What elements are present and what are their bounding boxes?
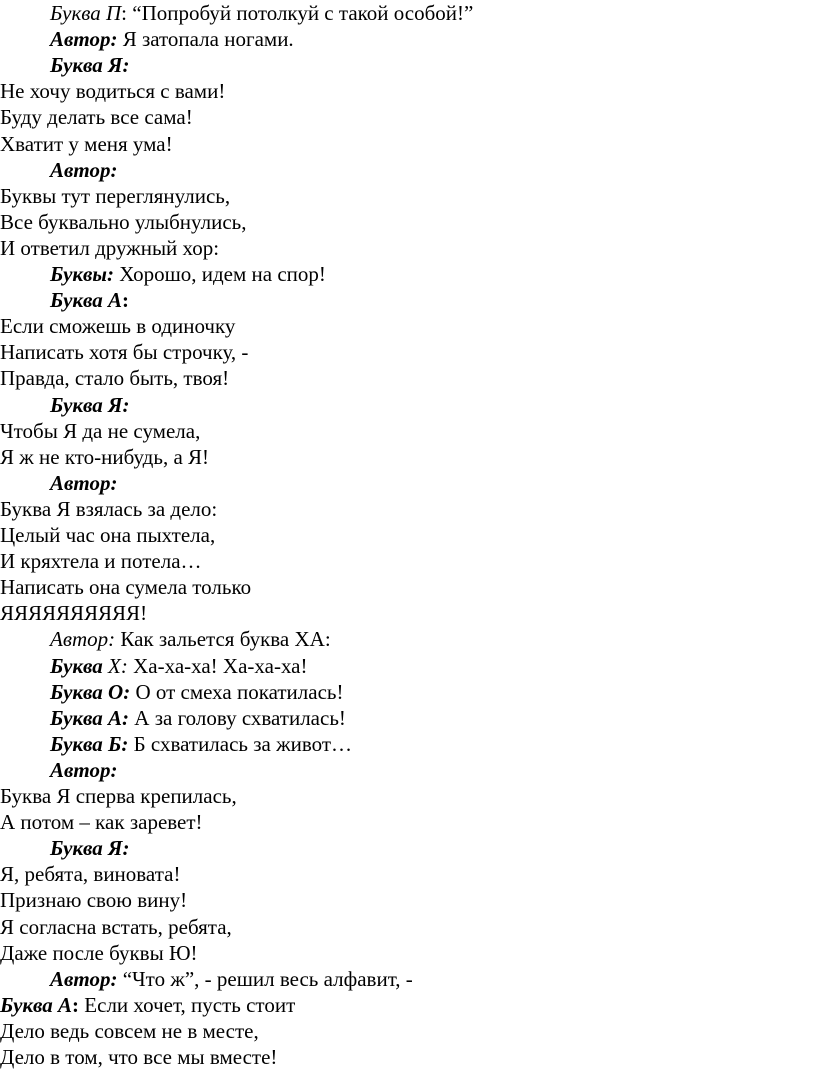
- text-line: [0, 496, 217, 522]
- line-text: Дело ведь совсем не в месте,: [0, 1018, 259, 1043]
- speaker-label: Автор:: [50, 757, 118, 782]
- text-line: [50, 835, 130, 861]
- text-line: [0, 183, 230, 209]
- text-line: [0, 861, 180, 887]
- text-line: [50, 731, 352, 757]
- text-line: [0, 235, 219, 261]
- text-line: [0, 992, 295, 1018]
- text-line: [50, 966, 413, 992]
- text-line: [0, 914, 232, 940]
- line-text: Как зальется буква ХА:: [115, 627, 331, 652]
- speaker-label: Буквы:: [50, 262, 114, 286]
- speaker-label: Автор:: [50, 27, 118, 52]
- line-text: Я согласна встать, ребята,: [0, 914, 232, 939]
- line-text: Б схватилась за живот…: [128, 731, 353, 756]
- line-text: Буква Я сперва крепилась,: [0, 784, 237, 808]
- line-text: Х:: [102, 653, 128, 678]
- line-text: Если сможешь в одиночку: [0, 314, 236, 339]
- line-text: Я ж не кто-нибудь, а Я!: [0, 444, 210, 469]
- text-line: [0, 418, 200, 444]
- line-text: А потом – как заревет!: [0, 810, 203, 835]
- line-text: Хватит у меня ума!: [0, 131, 173, 156]
- text-line: [50, 705, 346, 731]
- text-line: [0, 131, 173, 157]
- speaker-label: Буква Б:: [50, 731, 129, 756]
- text-line: [50, 287, 129, 313]
- text-line: [50, 0, 473, 26]
- text-line: [0, 887, 187, 913]
- line-text: Правда, стало быть, твоя!: [0, 366, 230, 391]
- speaker-label: Буква: [50, 653, 103, 678]
- line-text: Даже после буквы Ю!: [0, 940, 198, 965]
- line-text: Я затопала ногами.: [117, 27, 294, 52]
- line-text: Признаю свою вину!: [0, 888, 188, 913]
- speaker-label: Буква П: [50, 1, 122, 25]
- text-line: [50, 653, 307, 679]
- line-text: “Что ж”, - решил весь алфавит, -: [117, 966, 413, 991]
- text-line: [0, 548, 202, 574]
- line-text: Дело в том, что все мы вместе!: [0, 1045, 278, 1069]
- line-text: ЯЯЯЯЯЯЯЯЯЯ!: [0, 601, 148, 626]
- text-line: [0, 1018, 259, 1044]
- text-line: [50, 157, 117, 183]
- line-text: :: [72, 992, 80, 1017]
- line-text: Чтобы Я да не сумела,: [0, 418, 201, 443]
- line-text: А за голову схватилась!: [129, 705, 346, 730]
- speaker-label: Буква Я:: [50, 53, 130, 78]
- speaker-label: Буква А:: [50, 705, 130, 730]
- text-line: [50, 261, 326, 287]
- line-text: О от смеха покатилась!: [130, 679, 344, 704]
- line-text: И ответил дружный хор:: [0, 235, 220, 260]
- text-line: [0, 313, 235, 339]
- speaker-label: Буква О:: [50, 679, 131, 704]
- text-line: [50, 26, 294, 52]
- speaker-label: Автор:: [50, 470, 118, 495]
- text-line: [0, 78, 225, 104]
- text-line: [0, 1044, 277, 1070]
- text-line: [0, 783, 237, 809]
- line-text: Буду делать все сама!: [0, 105, 193, 130]
- text-line: [0, 574, 251, 600]
- speaker-label: Автор:: [50, 157, 118, 182]
- line-text: И кряхтела и потела…: [0, 549, 202, 574]
- line-text: Ха-ха-ха! Ха-ха-ха!: [127, 653, 308, 678]
- line-text: Буква Я взялась за дело:: [0, 496, 218, 521]
- text-line: [0, 209, 246, 235]
- text-line: [0, 940, 198, 966]
- line-text: Хорошо, идем на спор!: [114, 262, 326, 286]
- line-text: Я, ребята, виновата!: [0, 862, 181, 887]
- line-text: Не хочу водиться с вами!: [0, 79, 226, 104]
- text-line: [0, 522, 215, 548]
- text-line: [50, 679, 343, 705]
- text-line: [50, 626, 331, 652]
- speaker-label: Буква Я:: [50, 836, 130, 861]
- line-text: :: [122, 288, 130, 313]
- speaker-label: Автор:: [50, 627, 116, 652]
- line-text: Целый час она пыхтела,: [0, 523, 216, 547]
- text-line: [0, 809, 203, 835]
- line-text: Буквы тут переглянулись,: [0, 183, 231, 208]
- text-line: [0, 339, 248, 365]
- text-line: [50, 392, 130, 418]
- text-line: [50, 470, 117, 496]
- line-text: Написать она сумела только: [0, 575, 252, 600]
- speaker-label: Буква А: [50, 288, 123, 313]
- text-line: [0, 444, 209, 470]
- speaker-label: Автор:: [50, 966, 118, 991]
- text-line: [0, 365, 229, 391]
- speaker-label: Буква Я:: [50, 392, 130, 417]
- line-text: Написать хотя бы строчку, -: [0, 340, 249, 365]
- text-line: [50, 52, 130, 78]
- text-line: [50, 757, 117, 783]
- line-text: Все буквально улыбнулись,: [0, 209, 247, 234]
- speaker-label: Буква А: [0, 992, 73, 1017]
- line-text: Если хочет, пусть стоит: [79, 992, 296, 1017]
- text-line: [0, 600, 147, 626]
- text-line: [0, 104, 193, 130]
- line-text: : “Попробуй потолкуй с такой особой!”: [121, 1, 474, 25]
